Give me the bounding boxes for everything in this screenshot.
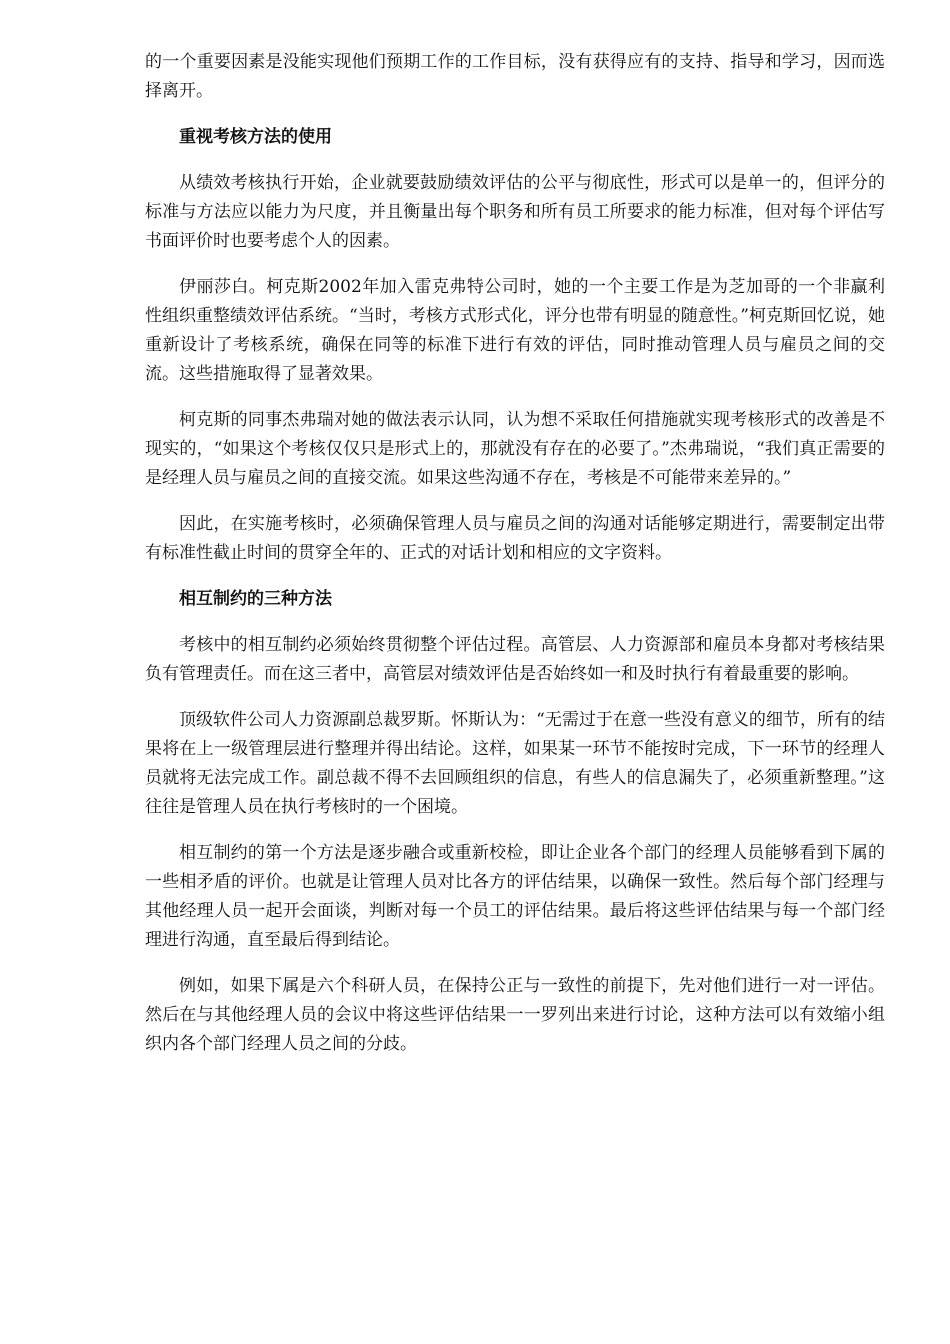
- paragraph: 因此，在实施考核时，必须确保管理人员与雇员之间的沟通对话能够定期进行，需要制定出带有标准性截止时间的贯穿全年的、正式的对话计划和相应的文字资料。: [145, 514, 885, 563]
- paragraph: 柯克斯的同事杰弗瑞对她的做法表示认同，认为想不采取任何措施就实现考核形式的改善是不现实的，“如果这个考核仅仅只是形式上的，那就没有存在的必要了。”杰弗瑞说，“我们真正需要的是经理人员与雇员之间的直接交流。如果这些沟通不存在，考核是不可能带来差异的。”: [145, 410, 885, 488]
- paragraph: 例如，如果下属是六个科研人员，在保持公正与一致性的前提下，先对他们进行一对一评估。然后在与其他经理人员的会议中将这些评估结果一一罗列出来进行讨论，这种方法可以有效缩小组织内各个部门经理人员之间的分歧。: [145, 976, 885, 1054]
- paragraph: 顶级软件公司人力资源副总裁罗斯。怀斯认为：“无需过于在意一些没有意义的细节，所有的结果将在上一级管理层进行整理并得出结论。这样，如果某一环节不能按时完成，下一环节的经理人员就将无法完成工作。副总裁不得不去回顾组织的信息，有些人的信息漏失了，必须重新整理。”这往往是管理人员在执行考核时的一个困境。: [145, 710, 885, 817]
- paragraph: 相互制约的第一个方法是逐步融合或重新校检，即让企业各个部门的经理人员能够看到下属的一些相矛盾的评价。也就是让管理人员对比各方的评估结果，以确保一致性。然后每个部门经理与其他经理人员一起开会面谈，判断对每一个员工的评估结果。最后将这些评估结果与每一个部门经理进行沟通，直至最后得到结论。: [145, 843, 885, 950]
- paragraph: 伊丽莎白。柯克斯2002年加入雷克弗特公司时，她的一个主要工作是为芝加哥的一个非赢利性组织重整绩效评估系统。“当时，考核方式形式化，评分也带有明显的随意性。”柯克斯回忆说，她重新设计了考核系统，确保在同等的标准下进行有效的评估，同时推动管理人员与雇员之间的交流。这些措施取得了显著效果。: [145, 277, 885, 384]
- paragraph: 的一个重要因素是没能实现他们预期工作的工作目标，没有获得应有的支持、指导和学习，因而选择离开。: [145, 52, 885, 101]
- section-heading: 相互制约的三种方法: [179, 589, 332, 609]
- section-heading: 重视考核方法的使用: [179, 127, 332, 147]
- document-page: [145, 48, 885, 1076]
- paragraph: 从绩效考核执行开始，企业就要鼓励绩效评估的公平与彻底性，形式可以是单一的，但评分的标准与方法应以能力为尺度，并且衡量出每个职务和所有员工所要求的能力标准，但对每个评估写书面评价时也要考虑个人的因素。: [145, 173, 885, 251]
- paragraph: 考核中的相互制约必须始终贯彻整个评估过程。高管层、人力资源部和雇员本身都对考核结果负有管理责任。而在这三者中，高管层对绩效评估是否始终如一和及时执行有着最重要的影响。: [145, 635, 885, 684]
